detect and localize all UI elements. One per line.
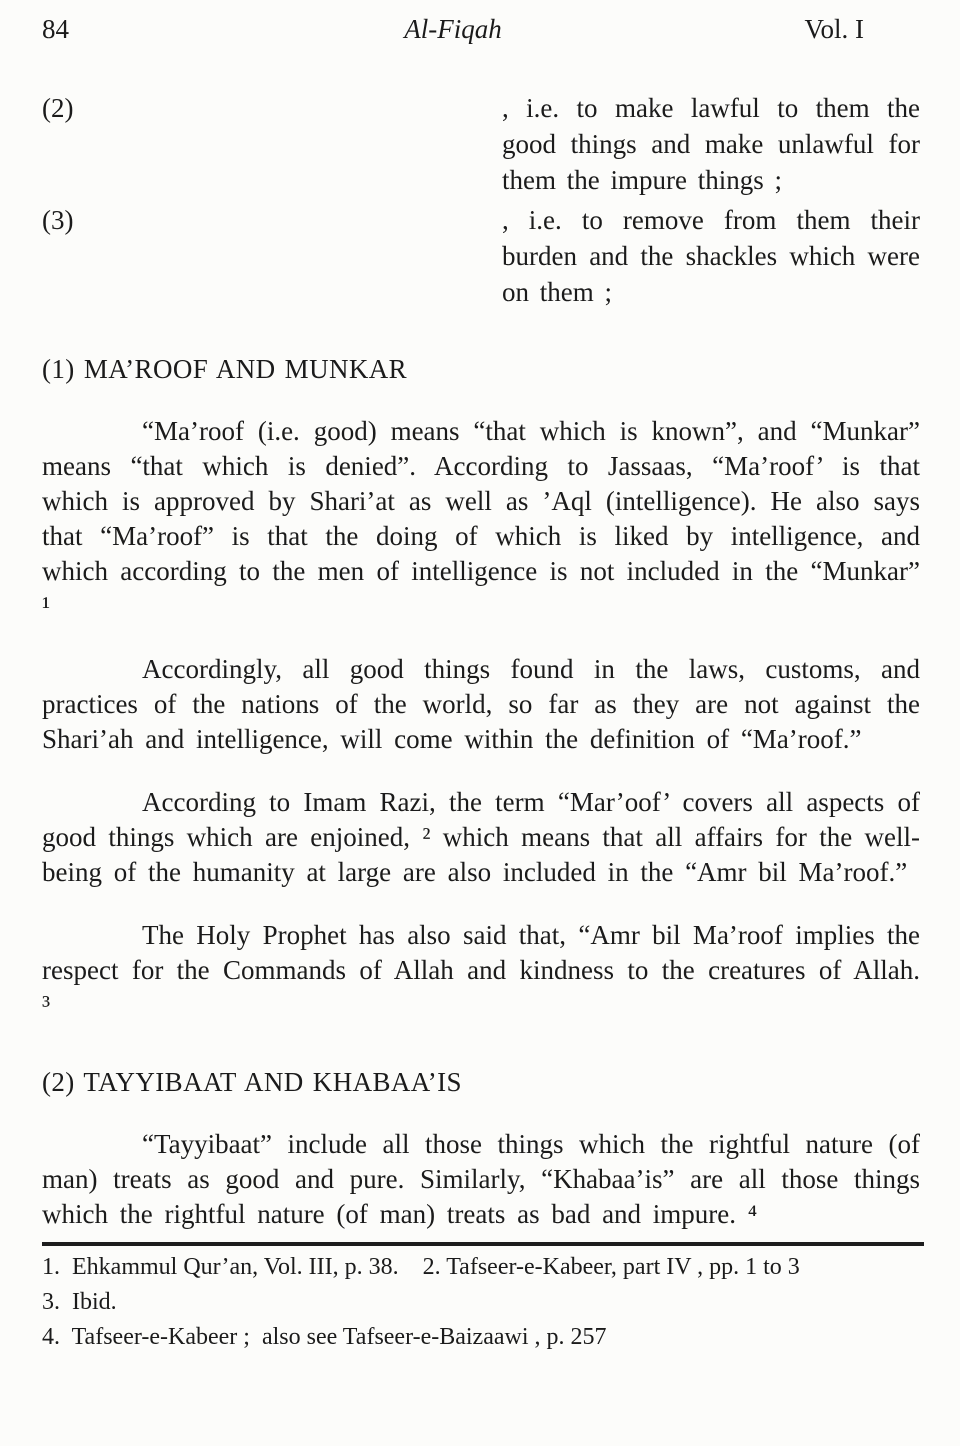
definition-list: [42, 90, 920, 310]
definition-text: , i.e. to make lawful to them the good things and make unlawful for them the impure things ;: [502, 93, 920, 195]
definition-item-2: [42, 90, 920, 198]
definition-text: , i.e. to remove from them their burden and the shackles which were on them ;: [502, 205, 920, 307]
book-title: Al-Fiqah: [404, 14, 502, 44]
footnotes: [42, 1242, 920, 1355]
volume-label: Vol. I: [804, 14, 864, 44]
paragraph: The Holy Prophet has also said that, “Amr bil Ma’roof implies the respect for the Commands of Allah and kindness to the creatures of Allah. ³: [42, 920, 920, 1020]
page-number: 84: [42, 14, 69, 44]
paragraph: According to Imam Razi, the term “Mar’oof’ covers all aspects of good things which are enjoined, ² which means that all affairs for the well-being of the humanity at large are also included in the “Amr bil Ma’roof.”: [42, 787, 920, 887]
paragraph: Accordingly, all good things found in the laws, customs, and practices of the nations of the world, so far as they are not against the Shari’ah and intelligence, will come within the definition of “Ma’roof.”: [42, 654, 920, 754]
definition-marker: (3): [42, 205, 74, 235]
page-header: [42, 12, 920, 46]
footnote-line: 3. Ibid.: [42, 1289, 117, 1315]
section-tayyibaat-and-khabaais: [42, 1065, 920, 1232]
section-heading: (1) MA’ROOF AND MUNKAR: [42, 354, 408, 384]
definition-marker: (2): [42, 93, 74, 123]
footnote-line: 1. Ehkammul Qur’an, Vol. III, p. 38. 2. Tafseer-e-Kabeer, part IV , pp. 1 to 3: [42, 1254, 800, 1280]
definition-item-3: [42, 202, 920, 310]
footnote-divider: [42, 1242, 924, 1246]
section-maroof-and-munkar: [42, 352, 920, 1023]
paragraph: “Tayyibaat” include all those things which the rightful nature (of man) treats as good and pure. Similarly, “Khabaa’is” are all those things which the rightful nature (of man) treats as bad and impure. ⁴: [42, 1129, 920, 1229]
section-heading: (2) TAYYIBAAT AND KHABAA’IS: [42, 1067, 462, 1097]
footnote-line: 4. Tafseer-e-Kabeer ; also see Tafseer-e-Baizaawi , p. 257: [42, 1324, 607, 1350]
paragraph: “Ma’roof (i.e. good) means “that which is known”, and “Munkar” means “that which is denied”. According to Jassaas, “Ma’roof’ is that which is approved by Shari’at as well as ’Aql (intelligence). He also says that “Ma’roof” is that the doing of which is liked by intelligence, and which according to the men of intelligence is not included in the “Munkar” ¹: [42, 416, 920, 621]
